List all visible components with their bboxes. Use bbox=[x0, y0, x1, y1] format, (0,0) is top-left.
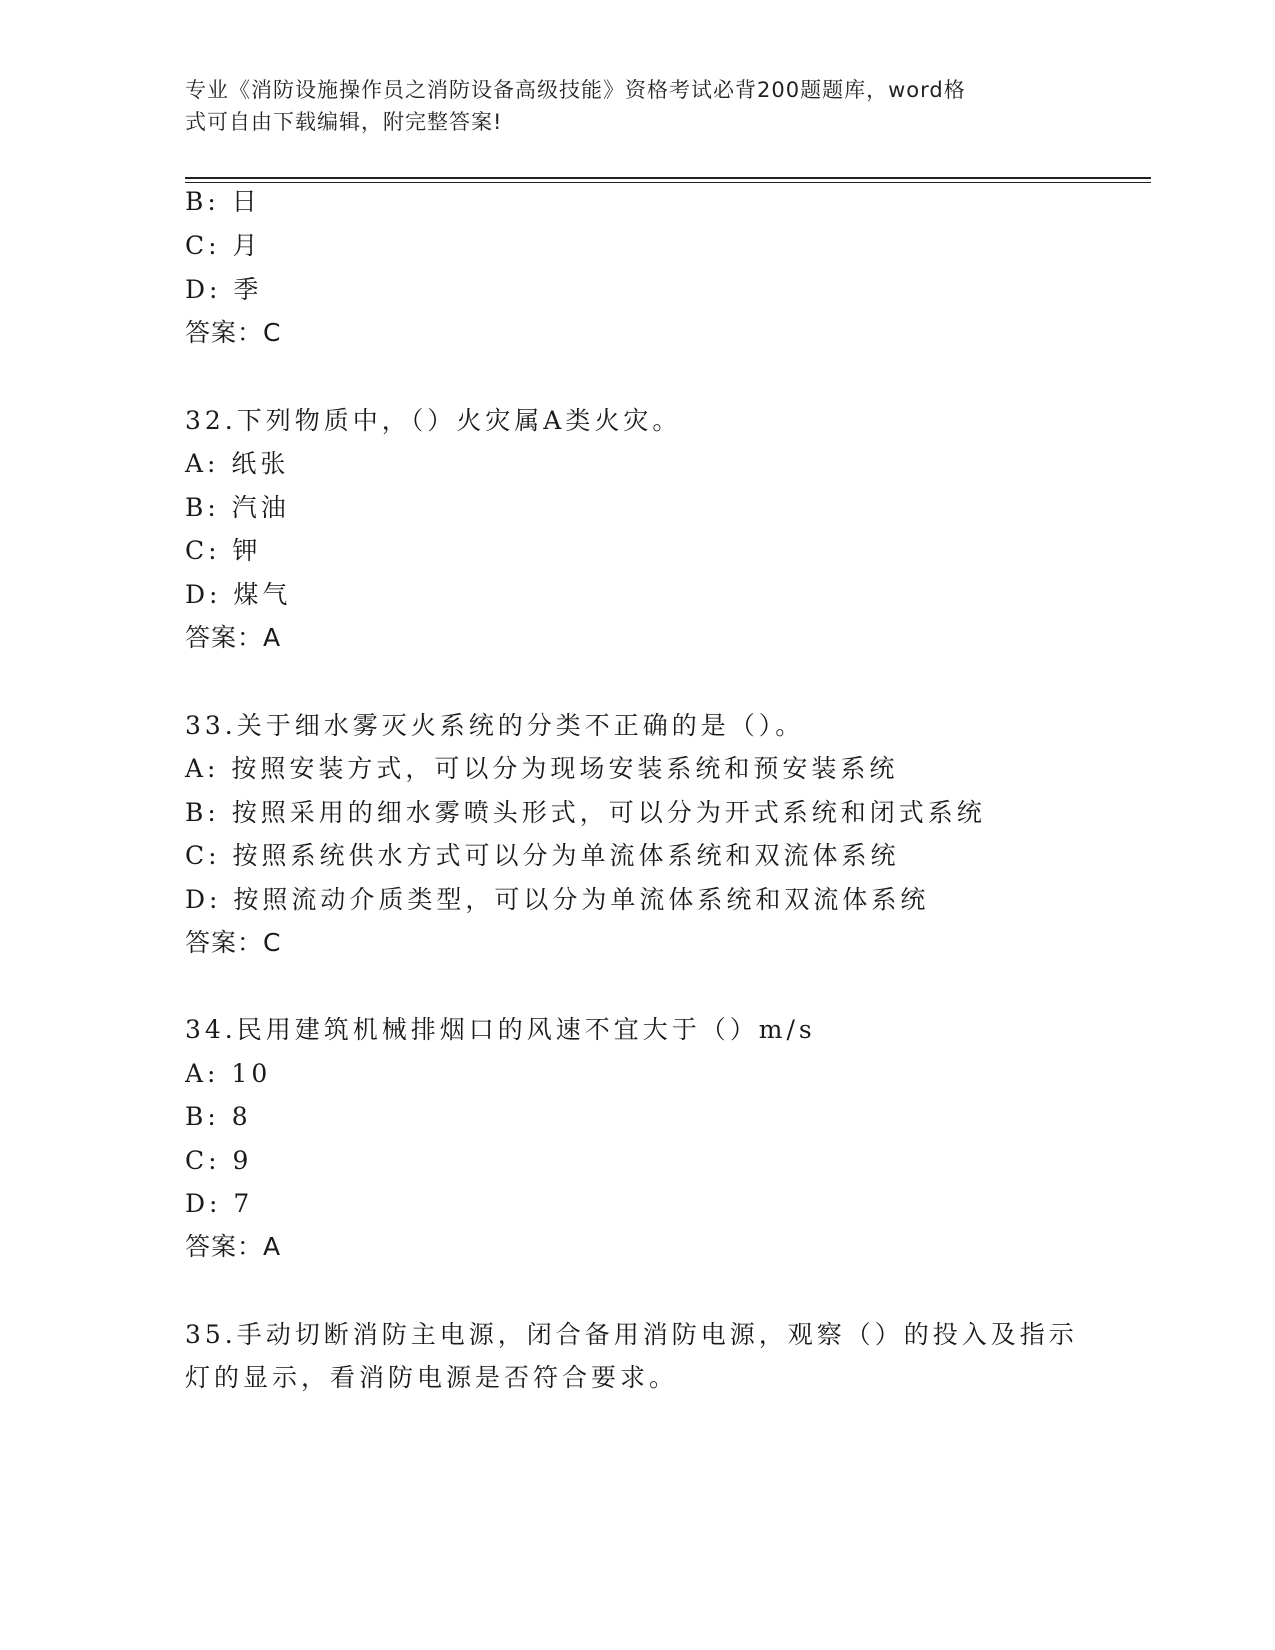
q32-option-c: C: 钾 bbox=[185, 536, 262, 565]
q32-option-a: A: 纸张 bbox=[185, 449, 290, 478]
header-divider-thick bbox=[185, 177, 1151, 179]
q32-option-d: D: 煤气 bbox=[185, 580, 292, 609]
q34-option-d: D: 7 bbox=[185, 1189, 254, 1218]
q31-option-c: C: 月 bbox=[185, 231, 262, 260]
header-line-1: 专业《消防设施操作员之消防设备高级技能》资格考试必背200题题库，word格 bbox=[185, 78, 966, 102]
q35-question-line-2: 灯的显示，看消防电源是否符合要求。 bbox=[185, 1363, 679, 1392]
q33-option-d: D: 按照流动介质类型，可以分为单流体系统和双流体系统 bbox=[185, 885, 930, 914]
q34-option-b: B: 8 bbox=[185, 1102, 252, 1131]
q31-option-b: B: 日 bbox=[185, 187, 261, 216]
header-line-2: 式可自由下载编辑，附完整答案! bbox=[185, 110, 503, 134]
q33-option-a: A: 按照安装方式，可以分为现场安装系统和预安装系统 bbox=[185, 754, 899, 783]
q32-answer: 答案：A bbox=[185, 623, 282, 652]
q34-option-c: C: 9 bbox=[185, 1146, 253, 1175]
document-header bbox=[185, 74, 1065, 138]
q32-question: 32.下列物质中，（）火灾属A类火灾。 bbox=[185, 406, 682, 435]
q35-question-line-1: 35.手动切断消防主电源，闭合备用消防电源，观察（）的投入及指示 bbox=[185, 1320, 1078, 1349]
q34-answer: 答案：A bbox=[185, 1232, 282, 1261]
q32-option-b: B: 汽油 bbox=[185, 493, 290, 522]
q34-option-a: A: 10 bbox=[185, 1059, 272, 1088]
q33-question: 33.关于细水雾灭火系统的分类不正确的是（）。 bbox=[185, 711, 805, 740]
q33-option-c: C: 按照系统供水方式可以分为单流体系统和双流体系统 bbox=[185, 841, 900, 870]
header-divider-thin bbox=[185, 182, 1151, 183]
q33-answer: 答案：C bbox=[185, 928, 282, 957]
q31-answer: 答案：C bbox=[185, 318, 282, 347]
q34-question: 34.民用建筑机械排烟口的风速不宜大于（）m/s bbox=[185, 1015, 816, 1044]
q33-option-b: B: 按照采用的细水雾喷头形式，可以分为开式系统和闭式系统 bbox=[185, 798, 986, 827]
q31-option-d: D: 季 bbox=[185, 275, 263, 304]
